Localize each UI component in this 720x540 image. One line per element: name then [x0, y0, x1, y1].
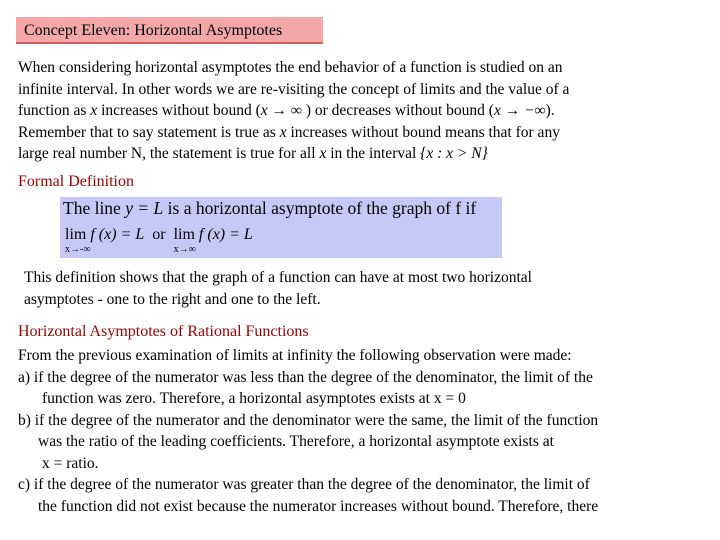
- intro-text: ) or decreases without bound (: [301, 102, 494, 119]
- rational-heading: Horizontal Asymptotes of Rational Functions: [18, 323, 309, 340]
- limit-pos-infinity: [173, 226, 196, 255]
- rule-b-line-3: x = ratio.: [42, 454, 99, 472]
- intro-text: function as: [18, 102, 91, 119]
- intro-text: in the interval: [326, 145, 421, 162]
- intro-text: increases without bound means that for any: [286, 123, 560, 141]
- rule-a-line-1: a) if the degree of the numerator was less than the degree of the denominator, the limit of the: [18, 368, 593, 386]
- intro-line-4: [18, 122, 708, 144]
- math-y-equals-l: y = L: [125, 198, 164, 218]
- lim-subscript: x→∞: [173, 244, 196, 255]
- limit-expression: f (x) = L: [86, 226, 145, 243]
- math-x-to-neg-infinity: x → −∞: [493, 102, 546, 119]
- definition-text: is a horizontal asymptote of the graph of f if: [163, 198, 477, 218]
- rational-paragraph: [18, 345, 708, 517]
- rule-c-line-2: the function did not exist because the numerator increases without bound. Therefore, there: [38, 497, 599, 515]
- definition-limits: [65, 226, 253, 255]
- intro-text: increases without bound (: [97, 102, 261, 119]
- explanation-line-2: asymptotes - one to the right and one to the left.: [24, 290, 321, 308]
- intro-text: ).: [545, 102, 555, 119]
- intro-line-3: [18, 100, 708, 122]
- rule-a-line-2: function was zero. Therefore, a horizontal asymptotes exists at x = 0: [42, 390, 466, 407]
- intro-paragraph: [18, 57, 708, 165]
- math-var-x: x: [279, 123, 287, 141]
- limit-neg-infinity: [65, 226, 91, 255]
- definition-explanation: [24, 267, 714, 310]
- math-var-x: x: [90, 102, 98, 119]
- math-var-x: x: [319, 145, 327, 162]
- lim-subscript: x→-∞: [65, 244, 91, 255]
- rational-line-1: From the previous examination of limits at infinity the following observation were made:: [18, 347, 572, 364]
- intro-text: large real number N, the statement is true for all: [18, 145, 320, 162]
- or-text: or: [144, 226, 174, 243]
- rule-b-line-2: was the ratio of the leading coefficients. Therefore, a horizontal asymptote exists at: [38, 433, 554, 450]
- definition-text: The line: [63, 198, 126, 218]
- intro-line-2: infinite interval. In other words we are re-visiting the concept of limits and the value of a: [18, 80, 570, 98]
- math-x-to-infinity: x → ∞: [260, 102, 302, 119]
- definition-statement: [63, 197, 476, 219]
- explanation-line-1: This definition shows that the graph of a function can have at most two horizontal: [24, 269, 532, 286]
- math-interval: {x : x > N}: [420, 145, 488, 162]
- lim-label: lim: [173, 226, 195, 243]
- limit-expression: f (x) = L: [194, 226, 253, 243]
- intro-line-1: When considering horizontal asymptotes the end behavior of a function is studied on an: [18, 59, 563, 76]
- formal-definition-heading: Formal Definition: [18, 173, 134, 190]
- lim-label: lim: [65, 226, 87, 243]
- intro-text: Remember that to say statement is true as: [18, 123, 280, 141]
- slide-title: Concept Eleven: Horizontal Asymptotes: [16, 17, 323, 44]
- rule-b-line-1: b) if the degree of the numerator and the denominator were the same, the limit of the function: [18, 411, 599, 429]
- intro-line-5: [18, 143, 708, 165]
- definition-box: [60, 197, 502, 258]
- rule-c-line-1: c) if the degree of the numerator was greater than the degree of the denominator, the limit of: [18, 476, 590, 493]
